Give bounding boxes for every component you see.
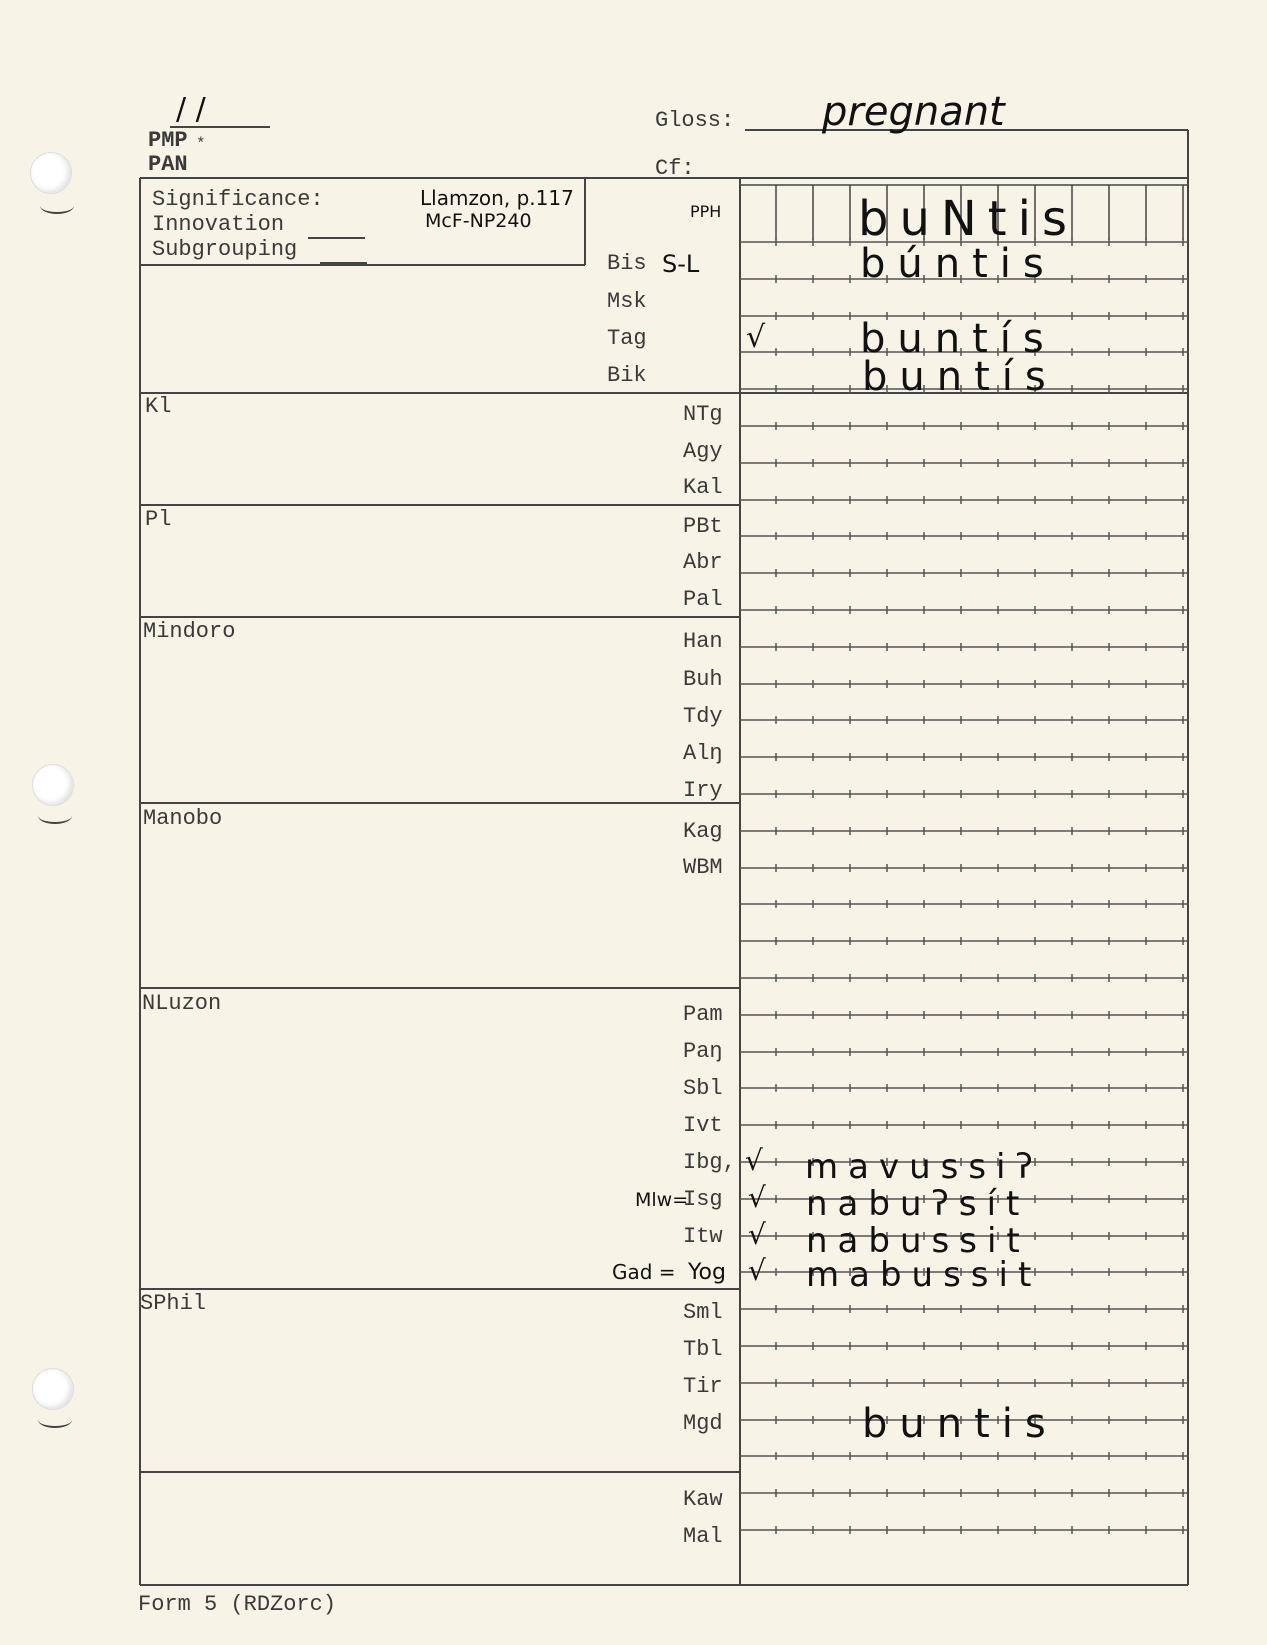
- lang-itw: Itw: [683, 1224, 723, 1249]
- lang-iry: Iry: [683, 778, 723, 803]
- reference-2: McF-NP240: [425, 210, 532, 232]
- lang-pan: Paŋ: [683, 1039, 723, 1064]
- lang-tdy: Tdy: [683, 704, 723, 729]
- top-marks: / /: [176, 92, 206, 127]
- check-itw: √: [748, 1218, 766, 1251]
- form-label: Form 5 (RDZorc): [138, 1592, 337, 1617]
- group-label-nluzon: NLuzon: [142, 991, 222, 1016]
- lang-mal: Mal: [683, 1524, 723, 1549]
- lang-isg-note: Mlw=: [635, 1189, 689, 1211]
- entry-itw: nabussit: [806, 1221, 1030, 1261]
- lang-yog: Yog: [688, 1260, 726, 1285]
- lang-isg: Isg: [683, 1187, 723, 1212]
- lang-ibg: Ibg,: [683, 1150, 736, 1175]
- lang-pbt: PBt: [683, 514, 723, 539]
- lang-abr: Abr: [683, 550, 723, 575]
- group-label-pl: Pl: [145, 507, 172, 532]
- entry-mgd: buntis: [862, 1401, 1058, 1447]
- lang-aln: Alŋ: [683, 741, 723, 766]
- entry-bis: búntis: [860, 241, 1056, 287]
- lang-yog-note: Gad =: [612, 1260, 676, 1284]
- lang-ivt: Ivt: [683, 1113, 723, 1138]
- check-isg: √: [748, 1181, 766, 1214]
- lang-kal: Kal: [683, 475, 723, 500]
- cf-label: Cf:: [655, 156, 695, 181]
- significance-label: Significance:: [152, 187, 324, 212]
- lang-wbm: WBM: [683, 855, 723, 880]
- reference-1: Llamzon, p.117: [420, 186, 574, 210]
- check-ibg: √: [745, 1144, 763, 1177]
- entry-ibg: mavussiʔ: [805, 1147, 1043, 1187]
- pmp-star: *: [196, 135, 206, 153]
- check-yog: √: [748, 1254, 766, 1287]
- lang-kag: Kag: [683, 819, 723, 844]
- gloss-value: pregnant: [822, 89, 1005, 135]
- lang-han: Han: [683, 629, 723, 654]
- lang-agy: Agy: [683, 439, 723, 464]
- group-label-mindoro: Mindoro: [143, 619, 236, 644]
- lang-mgd: Mgd: [683, 1411, 723, 1436]
- lang-kaw: Kaw: [683, 1487, 723, 1512]
- entry-pph: buNtis: [858, 191, 1078, 247]
- lang-tbl: Tbl: [683, 1337, 723, 1362]
- group-label-sphil: SPhil: [140, 1291, 207, 1316]
- group-label-kl: Kl: [145, 394, 172, 419]
- lang-bis-note: S-L: [662, 250, 700, 278]
- lang-msk: Msk: [607, 289, 647, 314]
- lang-pam: Pam: [683, 1002, 723, 1027]
- entry-bik: buntís: [862, 354, 1058, 400]
- lang-pph: PPH: [690, 202, 722, 221]
- entry-yog: mabussit: [806, 1255, 1042, 1295]
- lang-tag: Tag: [607, 326, 647, 351]
- lang-bik: Bik: [607, 363, 647, 388]
- entry-isg: nabuʔsít: [806, 1184, 1030, 1224]
- group-label-manobo: Manobo: [143, 806, 223, 831]
- lang-ntg: NTg: [683, 402, 723, 427]
- lang-buh: Buh: [683, 667, 723, 692]
- subgrouping-label: Subgrouping: [152, 237, 298, 262]
- lang-bis: Bis: [607, 251, 647, 276]
- innovation-label: Innovation: [152, 212, 285, 237]
- gloss-label: Gloss:: [655, 108, 735, 133]
- pmp-label: PMP: [148, 128, 188, 153]
- lang-tir: Tir: [683, 1374, 723, 1399]
- lang-sbl: Sbl: [683, 1076, 723, 1101]
- entry-tag: buntís: [860, 316, 1056, 362]
- lang-pal: Pal: [683, 587, 723, 612]
- pan-label: PAN: [148, 152, 188, 177]
- check-tag: √: [746, 320, 766, 355]
- lang-sml: Sml: [683, 1300, 723, 1325]
